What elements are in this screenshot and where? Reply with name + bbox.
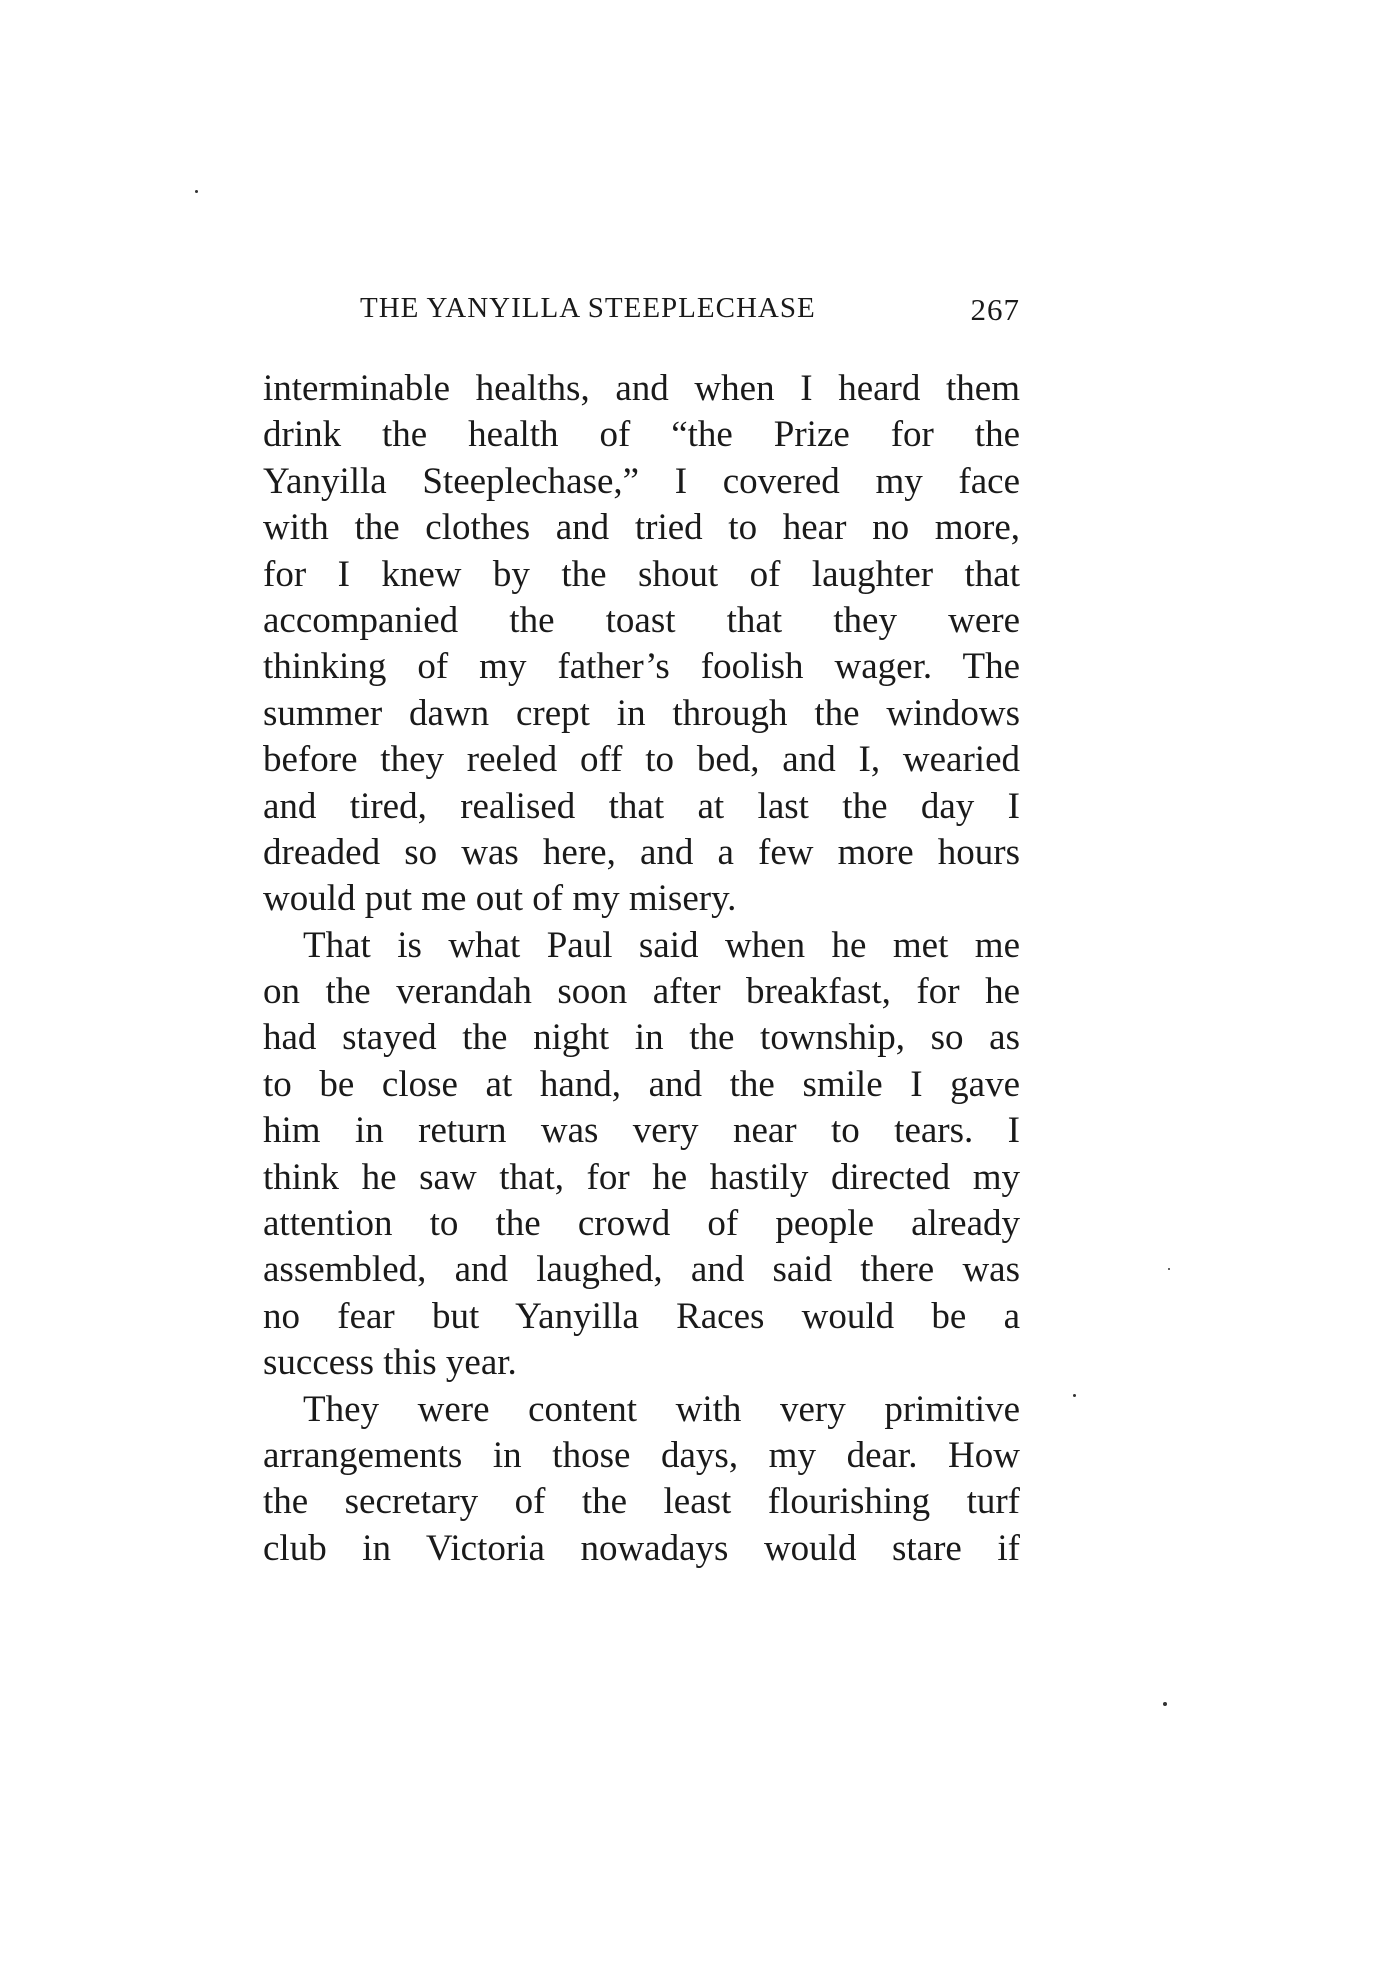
text-line: club in Victoria nowadays would stare if [263,1527,1020,1569]
text-line: assembled, and laughed, and said there was [263,1249,1020,1291]
text-line: think he saw that, for he hastily directed my [263,1156,1020,1198]
text-line: accompanied the toast that they were [263,599,1020,641]
text-line: dreaded so was here, and a few more hours [263,831,1020,873]
text-line: drink the health of “the Prize for the [263,414,1020,456]
scan-speck [1168,1268,1170,1270]
text-line: interminable healths, and when I heard them [263,368,1020,409]
text-line: with the clothes and tried to hear no more, [263,507,1020,549]
scan-speck [195,190,198,193]
running-title: THE YANYILLA STEEPLECHASE [360,292,816,324]
paragraph-end-line: success this year. [263,1342,517,1384]
text-line: and tired, realised that at last the day I [263,785,1020,827]
scan-speck [1163,1702,1167,1706]
body-text [263,366,1020,1572]
text-line: attention to the crowd of people already [263,1203,1020,1245]
paragraph-start-line: They were content with very primitive [303,1388,1020,1430]
scan-speck [1073,1394,1076,1397]
paragraph-start-line: That is what Paul said when he met me [303,924,1020,966]
text-line: for I knew by the shout of laughter that [263,553,1020,595]
text-line: Yanyilla Steeplechase,” I covered my face [263,460,1020,502]
text-line: before they reeled off to bed, and I, wearied [263,739,1020,781]
text-line: to be close at hand, and the smile I gave [263,1063,1020,1105]
text-line: summer dawn crept in through the windows [263,692,1020,734]
text-line: no fear but Yanyilla Races would be a [263,1295,1020,1337]
page-number: 267 [970,292,1020,327]
text-line: him in return was very near to tears. I [263,1110,1020,1152]
paragraph-end-line: would put me out of my misery. [263,878,737,920]
text-line: arrangements in those days, my dear. How [263,1434,1020,1476]
text-line: thinking of my father’s foolish wager. The [263,646,1020,688]
text-line: the secretary of the least flourishing turf [263,1481,1020,1523]
text-line: had stayed the night in the township, so as [263,1017,1020,1059]
text-line: on the verandah soon after breakfast, for he [263,971,1020,1013]
running-head [360,292,1020,336]
